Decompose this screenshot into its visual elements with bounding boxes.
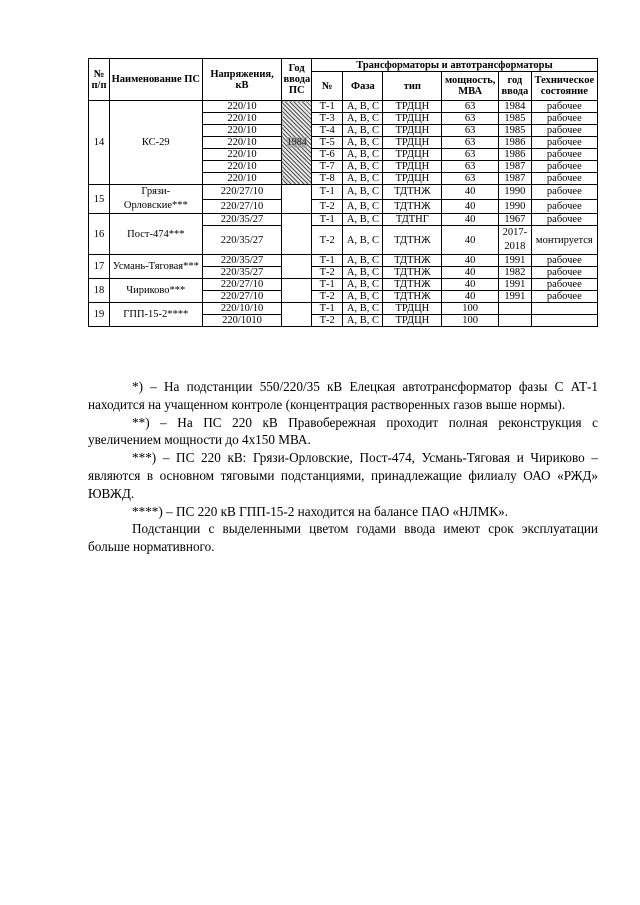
header-state: Техническое состояние (531, 72, 597, 101)
transformer-number: Т-1 (311, 185, 343, 200)
power-cell: 40 (442, 226, 499, 255)
station-number: 19 (89, 303, 110, 327)
state-cell: рабочее (531, 137, 597, 149)
power-cell: 100 (442, 315, 499, 327)
type-cell: ТРДЦН (383, 137, 442, 149)
transformer-number: Т-2 (311, 199, 343, 214)
power-cell: 40 (442, 185, 499, 200)
type-cell: ТДТНГ (383, 214, 442, 226)
phase-cell: А, В, С (343, 255, 383, 267)
station-name: Грязи-Орловские*** (110, 185, 203, 214)
transformer-number: Т-1 (311, 101, 343, 113)
transformer-year: 1987 (499, 161, 532, 173)
phase-cell: А, В, С (343, 315, 383, 327)
power-cell: 40 (442, 199, 499, 214)
type-cell: ТДТНЖ (383, 267, 442, 279)
transformer-year: 1985 (499, 113, 532, 125)
table-row (89, 279, 598, 291)
table-row (89, 303, 598, 315)
header-type: тип (383, 72, 442, 101)
transformer-number: Т-2 (311, 267, 343, 279)
phase-cell: А, В, С (343, 303, 383, 315)
transformer-number: Т-7 (311, 161, 343, 173)
state-cell: рабочее (531, 199, 597, 214)
station-number: 18 (89, 279, 110, 303)
power-cell: 40 (442, 291, 499, 303)
table-row (89, 101, 598, 113)
phase-cell: А, В, С (343, 279, 383, 291)
state-cell: рабочее (531, 101, 597, 113)
footnote-1: *) – На подстанции 550/220/35 кВ Елецкая автотрансформатор фазы С АТ-1 находится на учащенном контроле (концентрация растворенных газов выше нормы). (88, 379, 598, 412)
power-cell: 100 (442, 303, 499, 315)
type-cell: ТРДЦН (383, 101, 442, 113)
state-cell: рабочее (531, 149, 597, 161)
type-cell: ТДТНЖ (383, 279, 442, 291)
station-year-cell (282, 279, 311, 303)
type-cell: ТДТНЖ (383, 199, 442, 214)
station-year-cell (282, 185, 311, 214)
state-cell: рабочее (531, 125, 597, 137)
transformer-year (499, 315, 532, 327)
voltage-cell: 220/35/27 (202, 214, 282, 226)
transformer-number: Т-3 (311, 113, 343, 125)
state-cell: рабочее (531, 267, 597, 279)
voltage-cell: 220/10/10 (202, 303, 282, 315)
type-cell: ТРДЦН (383, 125, 442, 137)
phase-cell: А, В, С (343, 214, 383, 226)
voltage-cell: 220/10 (202, 125, 282, 137)
transformer-number: Т-8 (311, 173, 343, 185)
phase-cell: А, В, С (343, 161, 383, 173)
transformer-year: 1967 (499, 214, 532, 226)
header-power: мощность, МВА (442, 72, 499, 101)
type-cell: ТРДЦН (383, 161, 442, 173)
transformer-year: 1984 (499, 101, 532, 113)
header-voltage: Напряжения, кВ (202, 59, 282, 101)
type-cell: ТДТНЖ (383, 255, 442, 267)
transformer-year (499, 303, 532, 315)
phase-cell: А, В, С (343, 185, 383, 200)
station-name: ГПП-15-2**** (110, 303, 203, 327)
voltage-cell: 220/27/10 (202, 185, 282, 200)
transformer-number: Т-1 (311, 255, 343, 267)
transformer-number: Т-6 (311, 149, 343, 161)
power-cell: 63 (442, 137, 499, 149)
power-cell: 40 (442, 255, 499, 267)
station-year: 1984 (286, 137, 307, 148)
station-number: 17 (89, 255, 110, 279)
transformer-year: 1987 (499, 173, 532, 185)
transformer-year: 1991 (499, 279, 532, 291)
transformer-year: 1991 (499, 255, 532, 267)
transformer-number: Т-4 (311, 125, 343, 137)
power-cell: 63 (442, 161, 499, 173)
table-row (89, 185, 598, 200)
phase-cell: А, В, С (343, 113, 383, 125)
footnote-3: ***) – ПС 220 кВ: Грязи-Орловские, Пост-474, Усмань-Тяговая и Чириково – являются в основном тяговыми подстанциями, принадлежащие филиалу ОАО «РЖД» ЮВЖД. (88, 450, 598, 501)
power-cell: 63 (442, 173, 499, 185)
transformer-number: Т-2 (311, 226, 343, 255)
power-cell: 40 (442, 267, 499, 279)
voltage-cell: 220/10 (202, 137, 282, 149)
station-number: 16 (89, 214, 110, 255)
power-cell: 63 (442, 125, 499, 137)
phase-cell: А, В, С (343, 199, 383, 214)
type-cell: ТДТНЖ (383, 226, 442, 255)
type-cell: ТРДЦН (383, 113, 442, 125)
state-cell: рабочее (531, 173, 597, 185)
state-cell: рабочее (531, 185, 597, 200)
power-cell: 63 (442, 113, 499, 125)
power-cell: 63 (442, 149, 499, 161)
state-cell: рабочее (531, 255, 597, 267)
transformer-year: 1990 (499, 199, 532, 214)
station-year-cell (282, 101, 311, 185)
type-cell: ТРДЦН (383, 149, 442, 161)
header-transformer-year: год ввода (499, 72, 532, 101)
voltage-cell: 220/35/27 (202, 255, 282, 267)
transformer-number: Т-1 (311, 279, 343, 291)
type-cell: ТРДЦН (383, 173, 442, 185)
transformer-number: Т-2 (311, 291, 343, 303)
power-cell: 40 (442, 279, 499, 291)
state-cell (531, 303, 597, 315)
voltage-cell: 220/27/10 (202, 291, 282, 303)
footnotes (88, 378, 598, 556)
station-number: 15 (89, 185, 110, 214)
type-cell: ТРДЦН (383, 315, 442, 327)
voltage-cell: 220/35/27 (202, 226, 282, 255)
voltage-cell: 220/10 (202, 173, 282, 185)
voltage-cell: 220/35/27 (202, 267, 282, 279)
voltage-cell: 220/10 (202, 161, 282, 173)
voltage-cell: 220/10 (202, 101, 282, 113)
state-cell: рабочее (531, 291, 597, 303)
station-year-cell (282, 214, 311, 255)
station-name: Пост-474*** (110, 214, 203, 255)
table-body (89, 101, 598, 327)
transformer-year: 2017-2018 (499, 226, 532, 255)
state-cell: рабочее (531, 214, 597, 226)
footnote-summary: Подстанции с выделенными цветом годами ввода имеют срок эксплуатации больше нормативного. (88, 521, 598, 555)
type-cell: ТРДЦН (383, 303, 442, 315)
voltage-cell: 220/1010 (202, 315, 282, 327)
header-transformer-num: № (311, 72, 343, 101)
transformer-year: 1986 (499, 149, 532, 161)
phase-cell: А, В, С (343, 101, 383, 113)
transformer-number: Т-1 (311, 303, 343, 315)
type-cell: ТДТНЖ (383, 291, 442, 303)
header-year: Год ввода ПС (282, 59, 311, 101)
footnote-4: ****) – ПС 220 кВ ГПП-15-2 находится на балансе ПАО «НЛМК». (132, 503, 509, 519)
power-cell: 40 (442, 214, 499, 226)
state-cell: монтируется (531, 226, 597, 255)
voltage-cell: 220/10 (202, 149, 282, 161)
header-num: № п/п (89, 59, 110, 101)
state-cell: рабочее (531, 279, 597, 291)
station-number: 14 (89, 101, 110, 185)
phase-cell: А, В, С (343, 149, 383, 161)
state-cell (531, 315, 597, 327)
transformer-year: 1986 (499, 137, 532, 149)
station-name: Чириково*** (110, 279, 203, 303)
phase-cell: А, В, С (343, 173, 383, 185)
station-name: КС-29 (110, 101, 203, 185)
header-name: Наименование ПС (110, 59, 203, 101)
header-transformers-group: Трансформаторы и автотрансформаторы (311, 59, 597, 72)
voltage-cell: 220/10 (202, 113, 282, 125)
transformer-year: 1991 (499, 291, 532, 303)
state-cell: рабочее (531, 161, 597, 173)
station-year-cell (282, 255, 311, 279)
transformer-number: Т-1 (311, 214, 343, 226)
transformer-number: Т-5 (311, 137, 343, 149)
table-row (89, 255, 598, 267)
transformer-year: 1985 (499, 125, 532, 137)
phase-cell: А, В, С (343, 267, 383, 279)
voltage-cell: 220/27/10 (202, 279, 282, 291)
phase-cell: А, В, С (343, 226, 383, 255)
phase-cell: А, В, С (343, 137, 383, 149)
footnote-2: **) – На ПС 220 кВ Правобережная проходит полная реконструкция с увеличением мощности до 4х150 МВА. (88, 414, 598, 448)
state-cell: рабочее (531, 113, 597, 125)
station-name: Усмань-Тяговая*** (110, 255, 203, 279)
voltage-cell: 220/27/10 (202, 199, 282, 214)
phase-cell: А, В, С (343, 125, 383, 137)
power-cell: 63 (442, 101, 499, 113)
header-phase: Фаза (343, 72, 383, 101)
transformer-number: Т-2 (311, 315, 343, 327)
table-row (89, 214, 598, 226)
substations-table (88, 58, 598, 327)
transformer-year: 1990 (499, 185, 532, 200)
phase-cell: А, В, С (343, 291, 383, 303)
transformer-year: 1982 (499, 267, 532, 279)
station-year-cell (282, 303, 311, 327)
type-cell: ТДТНЖ (383, 185, 442, 200)
